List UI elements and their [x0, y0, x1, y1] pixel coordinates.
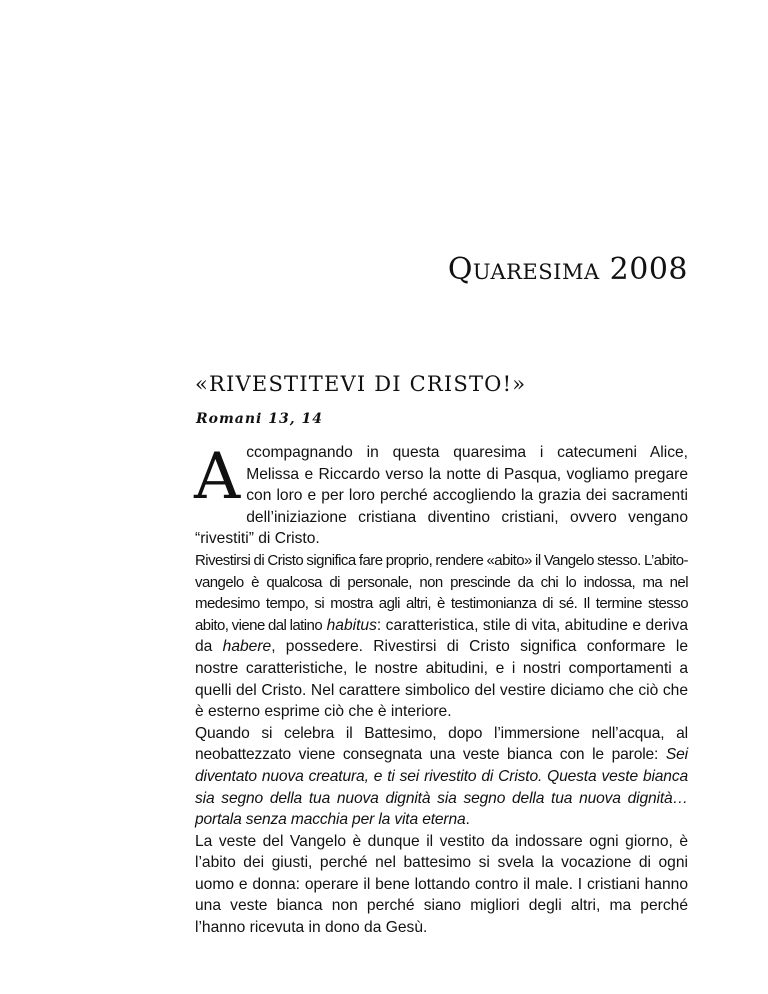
- paragraph-garment: La veste del Vangelo è dunque il vestito da indossare ogni giorno, è l’abito dei giusti, perché nel battesimo si svela la vocazione di ogni uomo e donna: operare il bene lottando contro il male. I cristiani hanno una veste bianca non perché siano migliori degli altri, ma perché l’hanno ricevuta in dono da Gesù.: [195, 832, 688, 937]
- paragraph-habit-end: , possedere. Rivestirsi di Cristo significa conformare le nostre caratteristiche, le nostre abitudini, e i nostri comportamenti a quelli del Cristo. Nel carattere simbolico del vestire diciamo che ciò che è esterno esprime ciò che è interiore.: [195, 638, 688, 721]
- article-body: [195, 442, 688, 939]
- term-habere: habere: [222, 638, 272, 656]
- term-habitus: habitus: [326, 616, 377, 634]
- paragraph-baptism-lead: Quando si celebra il Battesimo, dopo l’immersione nell’acqua, al neobattezzato viene consegnata una veste bianca con le parole:: [195, 724, 688, 764]
- bible-citation: Romani 13, 14: [196, 411, 323, 427]
- baptism-formula-quote: Sei diventato nuova creatura, e ti sei rivestito di Cristo. Questa veste bianca sia segno della tua nuova dignità sia segno della tua nuova dignità… portala senza macchia per la vita eterna: [195, 746, 688, 829]
- paragraph-habit: [195, 550, 688, 723]
- paragraph-intro-text: ccompagnando in questa quaresima i catecumeni Alice, Melissa e Riccardo verso la notte di Pasqua, vogliamo pregare con loro e per loro perché accogliendo la grazia dei sacramenti dell’iniziazione cristiana diventino cristiani, ovvero vengano “rivestiti” di Cristo.: [195, 444, 688, 548]
- paragraph-habit-mid: : caratteristica, stile di vita, abitudine e deriva da: [195, 616, 688, 656]
- paragraph-baptism: [195, 723, 688, 831]
- paragraph-intro: [195, 442, 688, 550]
- article-title: «RIVESTITEVI DI CRISTO!»: [195, 372, 527, 396]
- paragraph-baptism-end: .: [465, 811, 470, 829]
- drop-cap: A: [194, 440, 241, 514]
- paragraph-habit-lead: Rivestirsi di Cristo significa fare proprio, rendere «abito» il Vangelo stesso. L’abito-vangelo è qualcosa di personale, non prescinde da chi lo indossa, ma nel medesimo tempo, si mostra agli altri, è testimonianza di sé. Il termine stesso abito, viene dal latino: [195, 551, 688, 634]
- section-heading: Quaresima 2008: [447, 252, 688, 287]
